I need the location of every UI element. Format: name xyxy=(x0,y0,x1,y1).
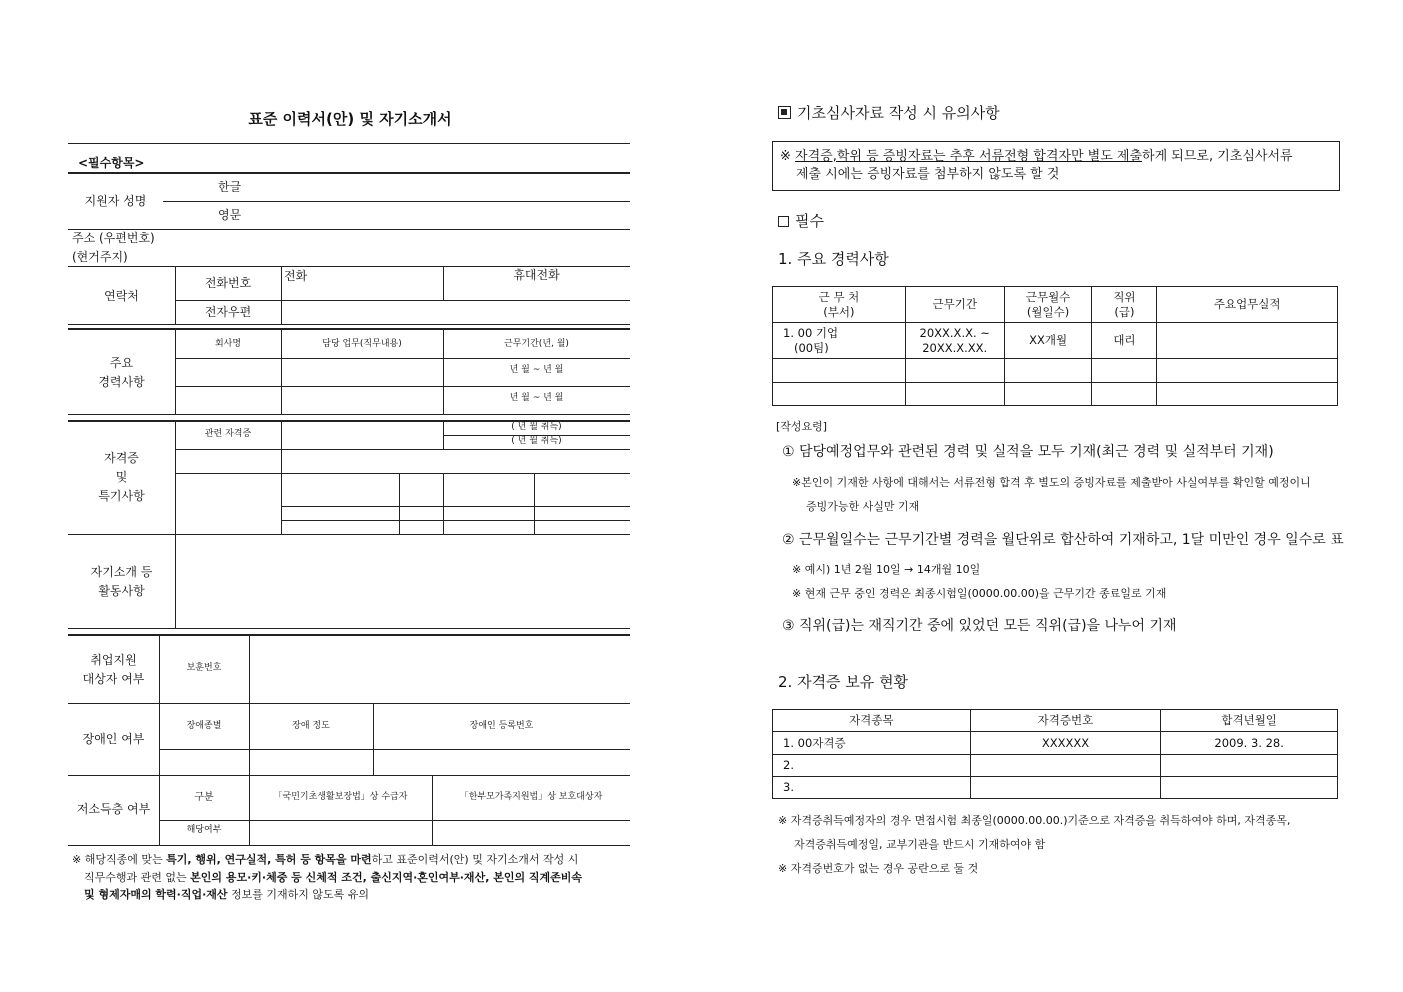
address-label: 주소 (우편번호) xyxy=(72,231,155,245)
career-table xyxy=(772,286,1338,406)
table-cell xyxy=(773,383,906,406)
guide-heading xyxy=(778,106,1000,121)
career-col-company: 회사명 xyxy=(214,339,242,349)
career-header-position xyxy=(1092,287,1157,323)
table-cell xyxy=(1161,777,1338,799)
table-cell: 2. xyxy=(773,755,971,777)
cell-text: 20XX.X.XX. xyxy=(922,340,988,355)
table-row xyxy=(773,777,1338,799)
table-cell xyxy=(1092,359,1157,383)
career-label-2: 경력사항 xyxy=(98,375,145,389)
disability-label: 장애인 여부 xyxy=(82,732,145,746)
header-text: 근 무 처 xyxy=(818,290,860,305)
footnote-bold: 본인의 용모·키·체중 등 신체적 조건, 출신지역·혼인여부·재산, 본인의 직계존비속 xyxy=(190,871,583,884)
notice-underlined: 자격증,학위 등 증빙자료는 추후 서류전형 합격자만 별도 제출 xyxy=(795,149,1143,164)
career-header-achievement: 주요업무실적 xyxy=(1157,287,1338,323)
guide-item-2-note-2: ※ 현재 근무 중인 경력은 최종시험일(0000.00.00)을 근무기간 종료일로 기재 xyxy=(792,587,1167,600)
career-col-duty: 담당 업무(직무내용) xyxy=(322,339,402,349)
cell-text: 1. 00 기업 xyxy=(783,326,839,341)
license-label-1: 자격증 xyxy=(104,451,139,465)
cert-header-date: 합격년월일 xyxy=(1161,710,1338,732)
page-title: 표준 이력서(안) 및 자기소개서 xyxy=(248,110,452,128)
table-cell xyxy=(773,323,906,359)
footnote-text: 하고 표준이력서(안) 및 자기소개서 작성 시 xyxy=(371,853,579,866)
table-row xyxy=(773,755,1338,777)
cert-table xyxy=(772,709,1338,799)
table-cell xyxy=(905,359,1004,383)
header-text: 근무월수 xyxy=(1025,290,1071,305)
guide-item-1-note-2: 증빙가능한 사실만 기재 xyxy=(806,500,920,513)
table-row xyxy=(773,383,1338,406)
name-label: 지원자 성명 xyxy=(84,194,147,208)
license-acquired-2: ( 년 월 취득) xyxy=(511,436,562,446)
table-cell xyxy=(1157,323,1338,359)
footnote-line-1 xyxy=(72,854,578,865)
table-row xyxy=(773,732,1338,755)
table-cell xyxy=(905,323,1004,359)
career-label-1: 주요 xyxy=(109,356,134,370)
contact-label: 연락처 xyxy=(104,289,139,303)
veteran-number-label: 보훈번호 xyxy=(186,663,222,673)
table-cell: 1. 00자격증 xyxy=(773,732,971,755)
phone-number-label: 전화번호 xyxy=(204,276,252,290)
cert-note-1: ※ 자격증취득예정자의 경우 면접시험 최종일(0000.00.00.)기준으로 자격증을 취득하여야 하며, 자격종목, xyxy=(778,814,1291,827)
table-row xyxy=(773,323,1338,359)
disability-type-label: 장애종별 xyxy=(186,721,222,731)
name-english-label: 영문 xyxy=(218,208,242,222)
table-cell: 3. xyxy=(773,777,971,799)
cert-header-number: 자격증번호 xyxy=(970,710,1161,732)
footnote-bold: 특기, 행위, 연구실적, 특허 등 항목을 마련 xyxy=(166,853,372,866)
cert-header-type: 자격종목 xyxy=(773,710,971,732)
cert-note-2: 자격증취득예정일, 교부기관을 반드시 기재하여야 함 xyxy=(794,838,1046,851)
footnote-bold: 및 형제자매의 학력·직업·재산 xyxy=(84,888,228,901)
table-cell: 대리 xyxy=(1092,323,1157,359)
low-income-category: 구분 xyxy=(194,792,214,803)
disability-reg-label: 장애인 등록번호 xyxy=(469,721,534,731)
notice-line-2: 제출 시에는 증빙자료를 첨부하지 않도록 할 것 xyxy=(796,167,1060,182)
guide-item-3: ③ 직위(급)는 재직기간 중에 있었던 모든 직위(급)을 나누어 기재 xyxy=(782,618,1177,634)
career-col-period: 근무기간(년, 월) xyxy=(504,339,569,349)
career-period-1: 년 월 ~ 년 월 xyxy=(509,365,564,375)
guide-title: [작성요령] xyxy=(776,420,828,433)
required-heading-text: 필수 xyxy=(795,212,824,230)
guide-heading-text: 기초심사자료 작성 시 유의사항 xyxy=(797,104,1000,122)
header-text: (부서) xyxy=(823,304,855,319)
footnote-line-2 xyxy=(84,872,582,883)
header-text: 직위 xyxy=(1113,290,1136,305)
intro-label-2: 활동사항 xyxy=(98,584,145,598)
notice-line-1 xyxy=(780,150,1293,163)
notice-text: 하게 되므로, 기초심사서류 xyxy=(1142,149,1293,164)
notice-text: ※ xyxy=(780,149,796,164)
employment-support-label-2: 대상자 여부 xyxy=(82,672,145,686)
table-cell: 2009. 3. 28. xyxy=(1161,732,1338,755)
required-heading xyxy=(778,214,824,229)
footnote-text: 직무수행과 관련 없는 xyxy=(84,871,191,884)
table-row xyxy=(773,359,1338,383)
table-cell: XXXXXX xyxy=(970,732,1161,755)
table-cell xyxy=(773,359,906,383)
table-cell xyxy=(1004,383,1092,406)
empty-square-icon xyxy=(778,216,789,227)
footnote-text: ※ 해당직종에 맞는 xyxy=(72,853,167,866)
career-period-2: 년 월 ~ 년 월 xyxy=(509,393,564,403)
related-license-label: 관련 자격증 xyxy=(204,429,252,439)
table-cell: XX개월 xyxy=(1004,323,1092,359)
table-cell xyxy=(1004,359,1092,383)
footnote-line-3 xyxy=(84,889,369,900)
guide-item-2: ② 근무월일수는 근무기간별 경력을 월단위로 합산하여 기재하고, 1달 미만인 경우 일수로 표 xyxy=(782,532,1344,548)
phone-label: 전화 xyxy=(284,269,308,283)
email-label: 전자우편 xyxy=(204,305,252,319)
career-header-months xyxy=(1004,287,1092,323)
guide-item-2-note-1: ※ 예시) 1년 2월 10일 → 14개월 10일 xyxy=(792,563,981,576)
header-text: (급) xyxy=(1114,304,1135,319)
employment-support-label-1: 취업지원 xyxy=(90,653,137,667)
section1-heading: 1. 주요 경력사항 xyxy=(778,250,889,268)
table-cell xyxy=(1157,383,1338,406)
intro-label-1: 자기소개 등 xyxy=(90,565,153,579)
low-income-col1: 「국민기초생활보장법」상 수급자 xyxy=(273,792,408,802)
guide-item-1: ① 담당예정업무와 관련된 경력 및 실적을 모두 기재(최근 경력 및 실적부터 기재) xyxy=(782,444,1274,460)
career-header-place xyxy=(773,287,906,323)
filled-square-icon xyxy=(778,106,791,119)
mobile-label: 휴대전화 xyxy=(513,268,560,282)
cell-text: (00팀) xyxy=(793,340,829,355)
table-cell xyxy=(970,755,1161,777)
low-income-applicable: 해당여부 xyxy=(186,825,222,835)
table-cell xyxy=(970,777,1161,799)
license-acquired-1: ( 년 월 취득) xyxy=(511,422,562,432)
cert-note-3: ※ 자격증번호가 없는 경우 공란으로 둘 것 xyxy=(778,862,979,875)
name-korean-label: 한글 xyxy=(218,180,242,194)
license-label-3: 특기사항 xyxy=(98,489,145,503)
table-cell xyxy=(1092,383,1157,406)
table-cell xyxy=(905,383,1004,406)
low-income-col2: 「한부모가족지원법」상 보호대상자 xyxy=(459,792,603,802)
required-section-label: <필수항목> xyxy=(78,156,145,170)
license-label-2: 및 xyxy=(115,470,128,484)
cell-text: 20XX.X.X. ~ xyxy=(919,326,990,341)
disability-degree-label: 장애 정도 xyxy=(292,721,330,731)
guide-item-1-note-1: ※본인이 기재한 사항에 대해서는 서류전형 합격 후 별도의 증빙자료를 제출받아 사실여부를 확인할 예정이니 xyxy=(792,476,1311,489)
footnote-text: 정보를 기재하지 않도록 유의 xyxy=(227,888,370,901)
table-cell xyxy=(1161,755,1338,777)
table-cell xyxy=(1157,359,1338,383)
header-text: (월일수) xyxy=(1026,304,1070,319)
low-income-label: 저소득층 여부 xyxy=(76,802,151,816)
career-header-period: 근무기간 xyxy=(905,287,1004,323)
section2-heading: 2. 자격증 보유 현황 xyxy=(778,673,909,691)
address-sublabel: (현거주지) xyxy=(72,250,128,264)
